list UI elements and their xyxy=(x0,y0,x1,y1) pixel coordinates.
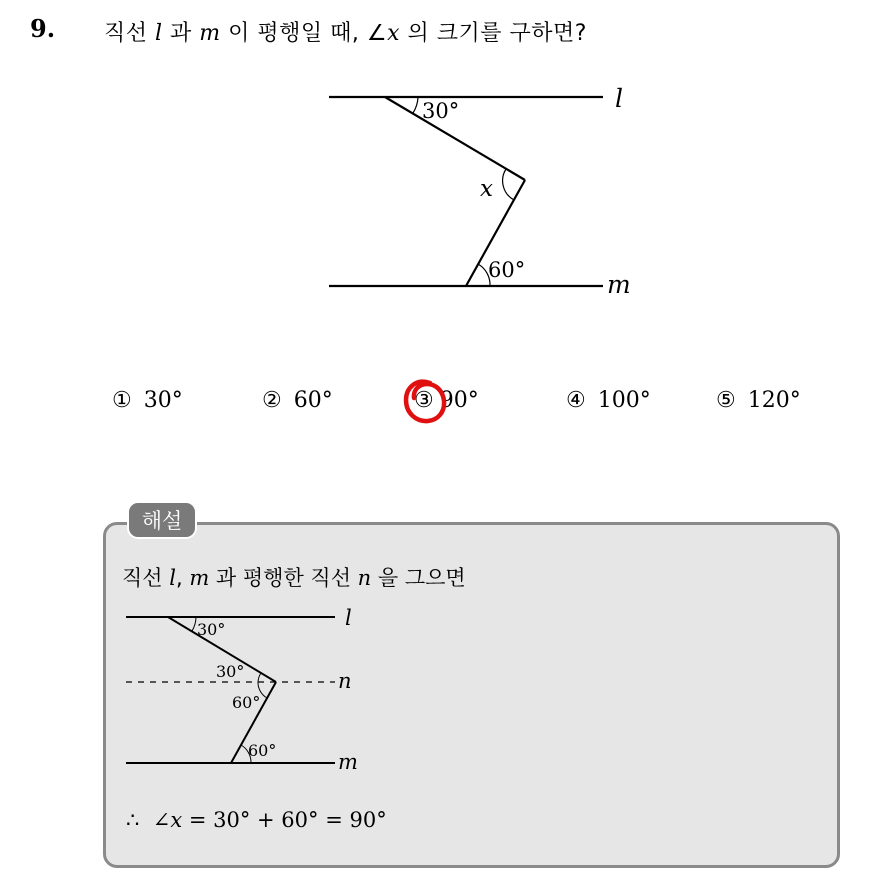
angle-symbol: ∠ xyxy=(152,808,171,832)
therefore-symbol: ∴ xyxy=(126,808,140,832)
angle-label-x: x xyxy=(480,176,493,202)
sol-arc-mid-upper xyxy=(258,673,261,682)
sol-label-l: l xyxy=(345,606,352,630)
sol-angle-top: 30° xyxy=(197,620,226,639)
sol-label-n: n xyxy=(338,669,352,693)
angle-label-top: 30° xyxy=(422,99,460,123)
choice-mark: ② xyxy=(262,388,282,413)
sol-angle-mid-lower: 60° xyxy=(232,693,261,712)
choice-value: 30° xyxy=(143,388,183,413)
var-n: n xyxy=(357,566,372,590)
question-text-part: 의 크기를 구하면? xyxy=(400,21,587,46)
question-text-part: 이 평행일 때, ∠ xyxy=(220,21,388,46)
sol-angle-bottom: 60° xyxy=(248,741,277,760)
question-text-part: 과 xyxy=(162,21,200,46)
choice-mark: ③ xyxy=(414,388,434,413)
var-m: m xyxy=(189,566,210,590)
line-l-label: l xyxy=(615,84,623,113)
var-x: x xyxy=(387,21,401,46)
var-l: l xyxy=(169,566,176,590)
question-number: 9. xyxy=(30,14,56,43)
choice-mark: ④ xyxy=(566,388,586,413)
sol-label-m: m xyxy=(338,750,358,774)
sol-arc-top xyxy=(192,617,196,631)
angle-label-bottom: 60° xyxy=(488,258,526,282)
sol-angle-mid-upper: 30° xyxy=(216,662,245,681)
choice-mark: ⑤ xyxy=(716,388,736,413)
solution-text-part: , xyxy=(175,566,190,590)
var-l: l xyxy=(155,21,163,46)
question-text-part: 직선 xyxy=(104,21,155,46)
choice-value: 100° xyxy=(597,388,651,413)
solution-equation: = 30° + 60° = 90° xyxy=(182,808,387,832)
var-m: m xyxy=(199,21,221,46)
choice-value: 60° xyxy=(293,388,333,413)
solution-text-part: 직선 xyxy=(122,566,170,590)
choice-mark: ① xyxy=(112,388,132,413)
line-m-label: m xyxy=(607,270,631,299)
choice-value: 90° xyxy=(439,388,479,413)
choice-value: 120° xyxy=(747,388,801,413)
solution-text-part: 을 그으면 xyxy=(371,566,466,590)
var-x: x xyxy=(170,808,183,832)
solution-badge: 해설 xyxy=(127,501,197,539)
solution-text-part: 과 평행한 직선 xyxy=(209,566,358,590)
solution-conclusion xyxy=(126,808,387,832)
